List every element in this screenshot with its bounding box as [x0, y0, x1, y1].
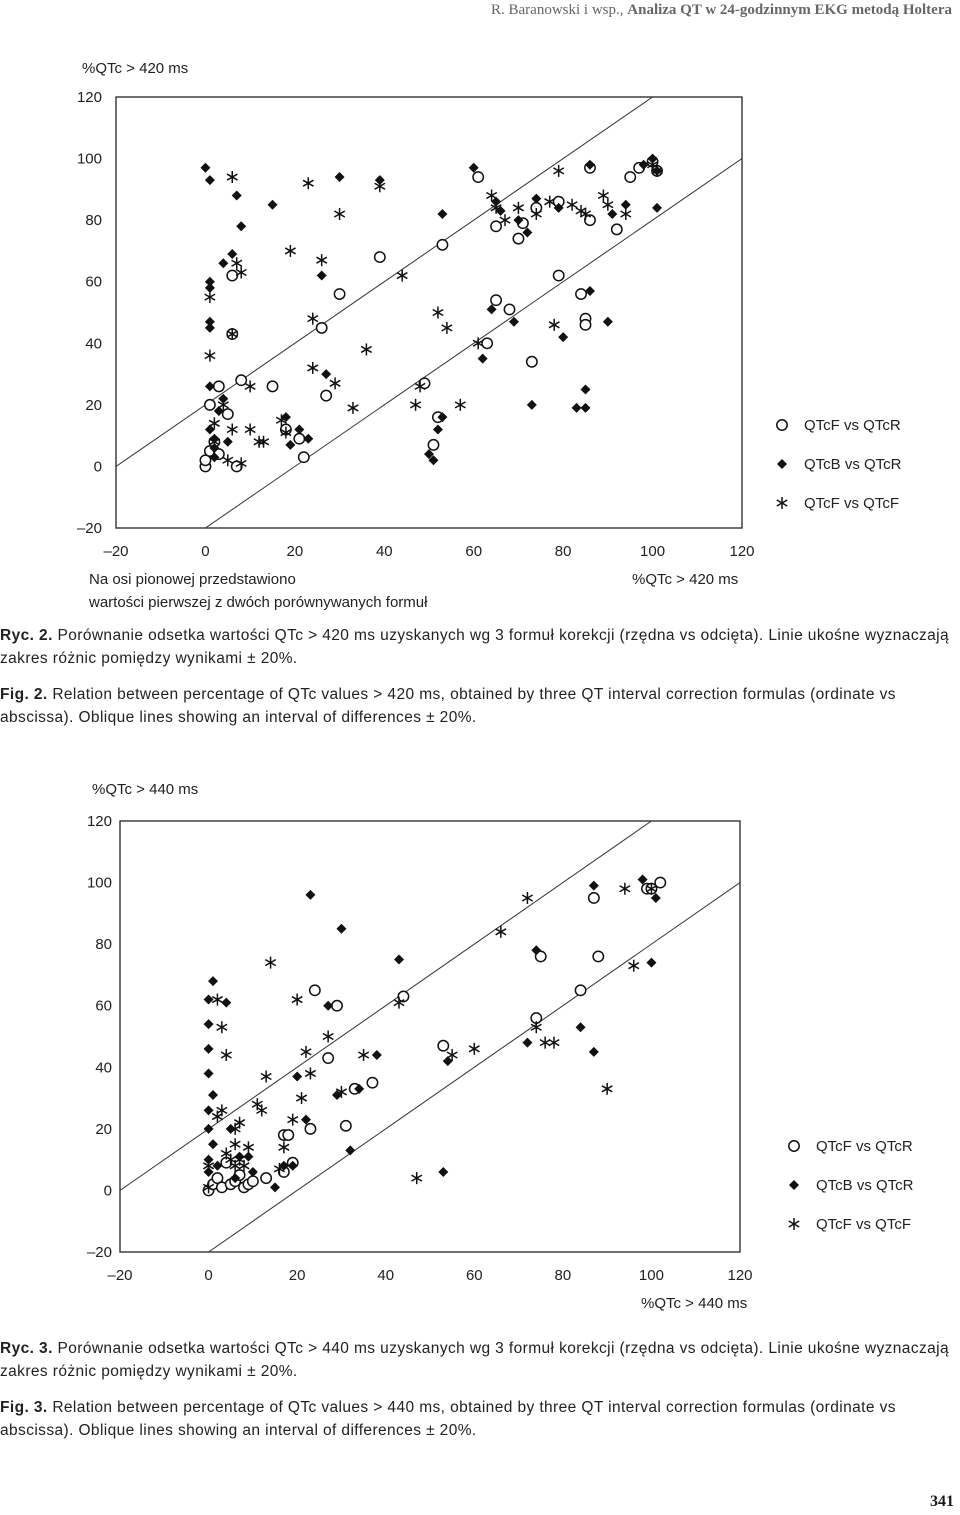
figure-3-scatter-plot	[0, 770, 960, 1320]
data-point	[285, 245, 295, 257]
data-point	[504, 304, 514, 314]
legend	[777, 417, 902, 512]
data-point	[527, 400, 537, 410]
data-point	[323, 1053, 333, 1063]
caption-text: Relation between percentage of QTc values > 440 ms, obtained by three QT interval correction formulas (ordinate vs abscissa). Oblique lines showing an interval of differences ± 20%.	[0, 1399, 896, 1439]
data-point	[303, 434, 313, 444]
data-point	[232, 257, 242, 269]
data-point	[208, 1090, 218, 1100]
data-point	[301, 1046, 311, 1058]
data-point	[303, 177, 313, 189]
data-point	[410, 399, 420, 411]
series-diamond	[200, 154, 662, 466]
figure-2-scatter-plot	[0, 50, 960, 620]
page-number: 341	[930, 1493, 954, 1510]
data-point	[221, 998, 231, 1008]
y-tick-label: 20	[95, 1120, 112, 1138]
x-tick-label: 20	[286, 543, 304, 560]
data-point	[205, 381, 215, 391]
data-point	[305, 1067, 315, 1079]
axis-note-line-1: Na osi pionowej przedstawiono	[89, 571, 296, 588]
data-point	[261, 1071, 271, 1083]
data-point	[572, 403, 582, 413]
data-point	[292, 1072, 302, 1082]
data-point	[292, 994, 302, 1006]
data-point	[540, 1037, 550, 1049]
data-point	[330, 377, 340, 389]
series-circle	[203, 877, 665, 1195]
series-asterisk	[203, 883, 656, 1194]
data-point	[581, 384, 591, 394]
y-tick-label: 60	[85, 273, 102, 291]
y-tick-label: 100	[86, 874, 112, 892]
data-point	[204, 995, 214, 1005]
x-tick-label: 0	[201, 543, 210, 560]
y-tick-label: 20	[85, 396, 102, 414]
data-point	[208, 976, 218, 986]
data-point	[296, 1092, 306, 1104]
figure-2-caption-pl	[0, 624, 958, 670]
data-point	[576, 289, 586, 299]
legend-label: QTcF vs QTcR	[816, 1138, 913, 1155]
data-point	[321, 390, 331, 400]
data-point	[214, 381, 224, 391]
data-point	[531, 194, 541, 204]
data-point	[589, 881, 599, 891]
data-point	[208, 1139, 218, 1149]
caption-label: Fig. 2.	[0, 686, 48, 703]
caption-text: Porównanie odsetka wartości QTc > 440 ms uzyskanych wg 3 formuł korekcji (rzędna vs odcięta). Linie ukośne wyznaczają zakres różnic pomiędzy wynikami ± 20%.	[0, 1340, 950, 1380]
legend-marker	[789, 1218, 799, 1230]
running-head-title: Analiza QT w 24-godzinnym EKG metodą Holtera	[627, 2, 952, 18]
data-point	[232, 191, 242, 201]
upper-difference-line	[120, 821, 651, 1190]
data-point	[433, 424, 443, 434]
x-tick-label: 40	[377, 1267, 395, 1284]
lower-difference-line	[209, 883, 740, 1252]
data-point	[580, 320, 590, 330]
data-point	[576, 1022, 586, 1032]
running-head	[491, 2, 952, 19]
running-head-authors: R. Baranowski i wsp.,	[491, 2, 624, 18]
data-point	[310, 985, 320, 995]
data-point	[267, 381, 277, 391]
caption-text: Relation between percentage of QTc values > 420 ms, obtained by three QT interval correction formulas (ordinate vs abscissa). Oblique lines showing an interval of differences ± 20%.	[0, 686, 896, 726]
data-point	[411, 1172, 421, 1184]
figure-3-caption-pl	[0, 1337, 958, 1383]
data-point	[236, 221, 246, 231]
data-point	[285, 440, 295, 450]
data-point	[323, 1001, 333, 1011]
axis-note-line-2: wartości pierwszej z dwóch porównywanych formuł	[89, 594, 428, 611]
data-point	[478, 354, 488, 364]
x-tick-label: 80	[554, 1267, 572, 1284]
data-point	[305, 1124, 315, 1134]
data-point	[227, 270, 237, 280]
y-tick-label: –20	[76, 520, 102, 537]
data-point	[299, 452, 309, 462]
data-point	[205, 291, 215, 303]
legend	[789, 1138, 914, 1233]
y-tick-label: 0	[93, 458, 102, 476]
x-tick-label: 100	[638, 1267, 664, 1284]
data-point	[200, 163, 210, 173]
data-point	[205, 175, 215, 185]
data-point	[598, 190, 608, 202]
data-point	[646, 958, 656, 968]
data-point	[283, 1130, 293, 1140]
data-point	[442, 322, 452, 334]
caption-label: Ryc. 3.	[0, 1340, 53, 1357]
x-tick-label: 60	[465, 1267, 483, 1284]
data-point	[279, 1141, 289, 1153]
data-point	[491, 295, 501, 305]
data-point	[316, 323, 326, 333]
x-tick-label: –20	[107, 1267, 133, 1284]
legend-marker	[777, 459, 787, 469]
data-point	[287, 1114, 297, 1126]
y-tick-label: 60	[95, 997, 112, 1015]
data-point	[558, 332, 568, 342]
data-point	[221, 1049, 231, 1061]
data-point	[204, 1044, 214, 1054]
x-tick-label: 0	[204, 1267, 213, 1284]
data-point	[527, 357, 537, 367]
x-axis-label: %QTc > 440 ms	[641, 1295, 748, 1312]
y-axis-label: %QTc > 440 ms	[92, 781, 199, 798]
data-point	[323, 1031, 333, 1043]
legend-marker	[777, 420, 787, 430]
x-tick-label: 100	[640, 543, 666, 560]
series-diamond	[204, 874, 661, 1192]
data-point	[602, 1083, 612, 1095]
data-point	[553, 270, 563, 280]
data-point	[204, 1019, 214, 1029]
y-tick-label: 100	[76, 150, 102, 168]
data-point	[625, 172, 635, 182]
data-point	[205, 323, 215, 333]
data-point	[367, 1077, 377, 1087]
caption-label: Ryc. 2.	[0, 627, 53, 644]
data-point	[437, 240, 447, 250]
data-point	[621, 208, 631, 220]
data-point	[270, 1182, 280, 1192]
data-point	[203, 1160, 213, 1172]
data-point	[628, 960, 638, 972]
x-tick-label: 60	[465, 543, 483, 560]
data-point	[437, 209, 447, 219]
y-tick-label: 120	[76, 89, 102, 106]
data-point	[261, 1173, 271, 1183]
data-point	[223, 409, 233, 419]
data-point	[335, 172, 345, 182]
data-point	[234, 1117, 244, 1129]
data-point	[205, 350, 215, 362]
data-point	[321, 369, 331, 379]
x-tick-label: 20	[288, 1267, 306, 1284]
data-point	[227, 249, 237, 259]
data-point	[620, 883, 630, 895]
legend-label: QTcB vs QTcR	[804, 456, 902, 473]
figure-2-caption-en	[0, 683, 958, 729]
data-point	[308, 362, 318, 374]
data-point	[317, 271, 327, 281]
y-tick-label: –20	[86, 1244, 112, 1261]
figure-2	[0, 50, 960, 620]
data-point	[334, 289, 344, 299]
data-point	[248, 1176, 258, 1186]
legend-label: QTcF vs QTcR	[804, 417, 901, 434]
data-point	[294, 424, 304, 434]
data-point	[227, 171, 237, 183]
data-point	[581, 403, 591, 413]
y-tick-label: 40	[95, 1059, 112, 1077]
data-point	[372, 1050, 382, 1060]
data-point	[589, 1047, 599, 1057]
data-point	[428, 440, 438, 450]
data-point	[375, 252, 385, 262]
data-point	[549, 1037, 559, 1049]
legend-label: QTcF vs QTcF	[804, 495, 899, 512]
data-point	[204, 1124, 214, 1134]
data-point	[227, 423, 237, 435]
legend-marker	[789, 1180, 799, 1190]
data-point	[334, 208, 344, 220]
lower-difference-line	[205, 159, 742, 528]
data-point	[308, 313, 318, 325]
y-tick-label: 40	[85, 335, 102, 353]
data-point	[482, 338, 492, 348]
y-tick-label: 120	[86, 813, 112, 830]
data-point	[469, 1043, 479, 1055]
data-point	[575, 985, 585, 995]
figure-3-caption-en	[0, 1396, 958, 1442]
data-point	[268, 200, 278, 210]
data-point	[438, 1167, 448, 1177]
data-point	[549, 319, 559, 331]
data-point	[218, 258, 228, 268]
data-point	[345, 1145, 355, 1155]
y-tick-label: 80	[95, 936, 112, 954]
data-point	[245, 423, 255, 435]
data-point	[205, 400, 215, 410]
legend-label: QTcB vs QTcR	[816, 1177, 914, 1194]
data-point	[603, 317, 613, 327]
data-point	[358, 1049, 368, 1061]
legend-label: QTcF vs QTcF	[816, 1216, 911, 1233]
x-axis-label: %QTc > 420 ms	[632, 571, 739, 588]
data-point	[361, 343, 371, 355]
caption-label: Fig. 3.	[0, 1399, 48, 1416]
data-point	[589, 893, 599, 903]
x-tick-label: –20	[103, 543, 129, 560]
x-tick-label: 120	[727, 1267, 753, 1284]
y-axis-label: %QTc > 420 ms	[82, 60, 189, 77]
data-point	[294, 434, 304, 444]
figure-3	[0, 770, 960, 1320]
data-point	[243, 1141, 253, 1153]
data-point	[230, 1138, 240, 1150]
data-point	[256, 1104, 266, 1116]
x-tick-label: 40	[375, 543, 393, 560]
data-point	[513, 202, 523, 214]
data-point	[265, 957, 275, 969]
data-point	[341, 1121, 351, 1131]
x-tick-label: 120	[729, 543, 755, 560]
data-point	[612, 224, 622, 234]
data-point	[217, 1021, 227, 1033]
data-point	[305, 890, 315, 900]
data-point	[433, 307, 443, 319]
data-point	[212, 994, 222, 1006]
data-point	[473, 172, 483, 182]
data-point	[438, 1041, 448, 1051]
legend-marker	[777, 497, 787, 509]
data-point	[522, 1038, 532, 1048]
data-point	[375, 180, 385, 192]
data-point	[394, 955, 404, 965]
data-point	[223, 437, 233, 447]
data-point	[553, 165, 563, 177]
y-tick-label: 80	[85, 212, 102, 230]
data-point	[513, 233, 523, 243]
data-point	[522, 892, 532, 904]
upper-difference-line	[116, 97, 653, 466]
y-tick-label: 0	[103, 1182, 112, 1200]
data-point	[348, 402, 358, 414]
x-tick-label: 80	[554, 543, 572, 560]
data-point	[316, 254, 326, 266]
data-point	[607, 209, 617, 219]
data-point	[593, 951, 603, 961]
data-point	[217, 1104, 227, 1116]
caption-text: Porównanie odsetka wartości QTc > 420 ms uzyskanych wg 3 formuł korekcji (rzędna vs odcięta). Linie ukośne wyznaczają zakres różnic pomiędzy wynikami ± 20%.	[0, 627, 950, 667]
data-point	[567, 199, 577, 211]
legend-marker	[789, 1141, 799, 1151]
data-point	[455, 399, 465, 411]
data-point	[603, 199, 613, 211]
data-point	[332, 1001, 342, 1011]
data-point	[652, 203, 662, 213]
data-point	[204, 1068, 214, 1078]
data-point	[336, 924, 346, 934]
